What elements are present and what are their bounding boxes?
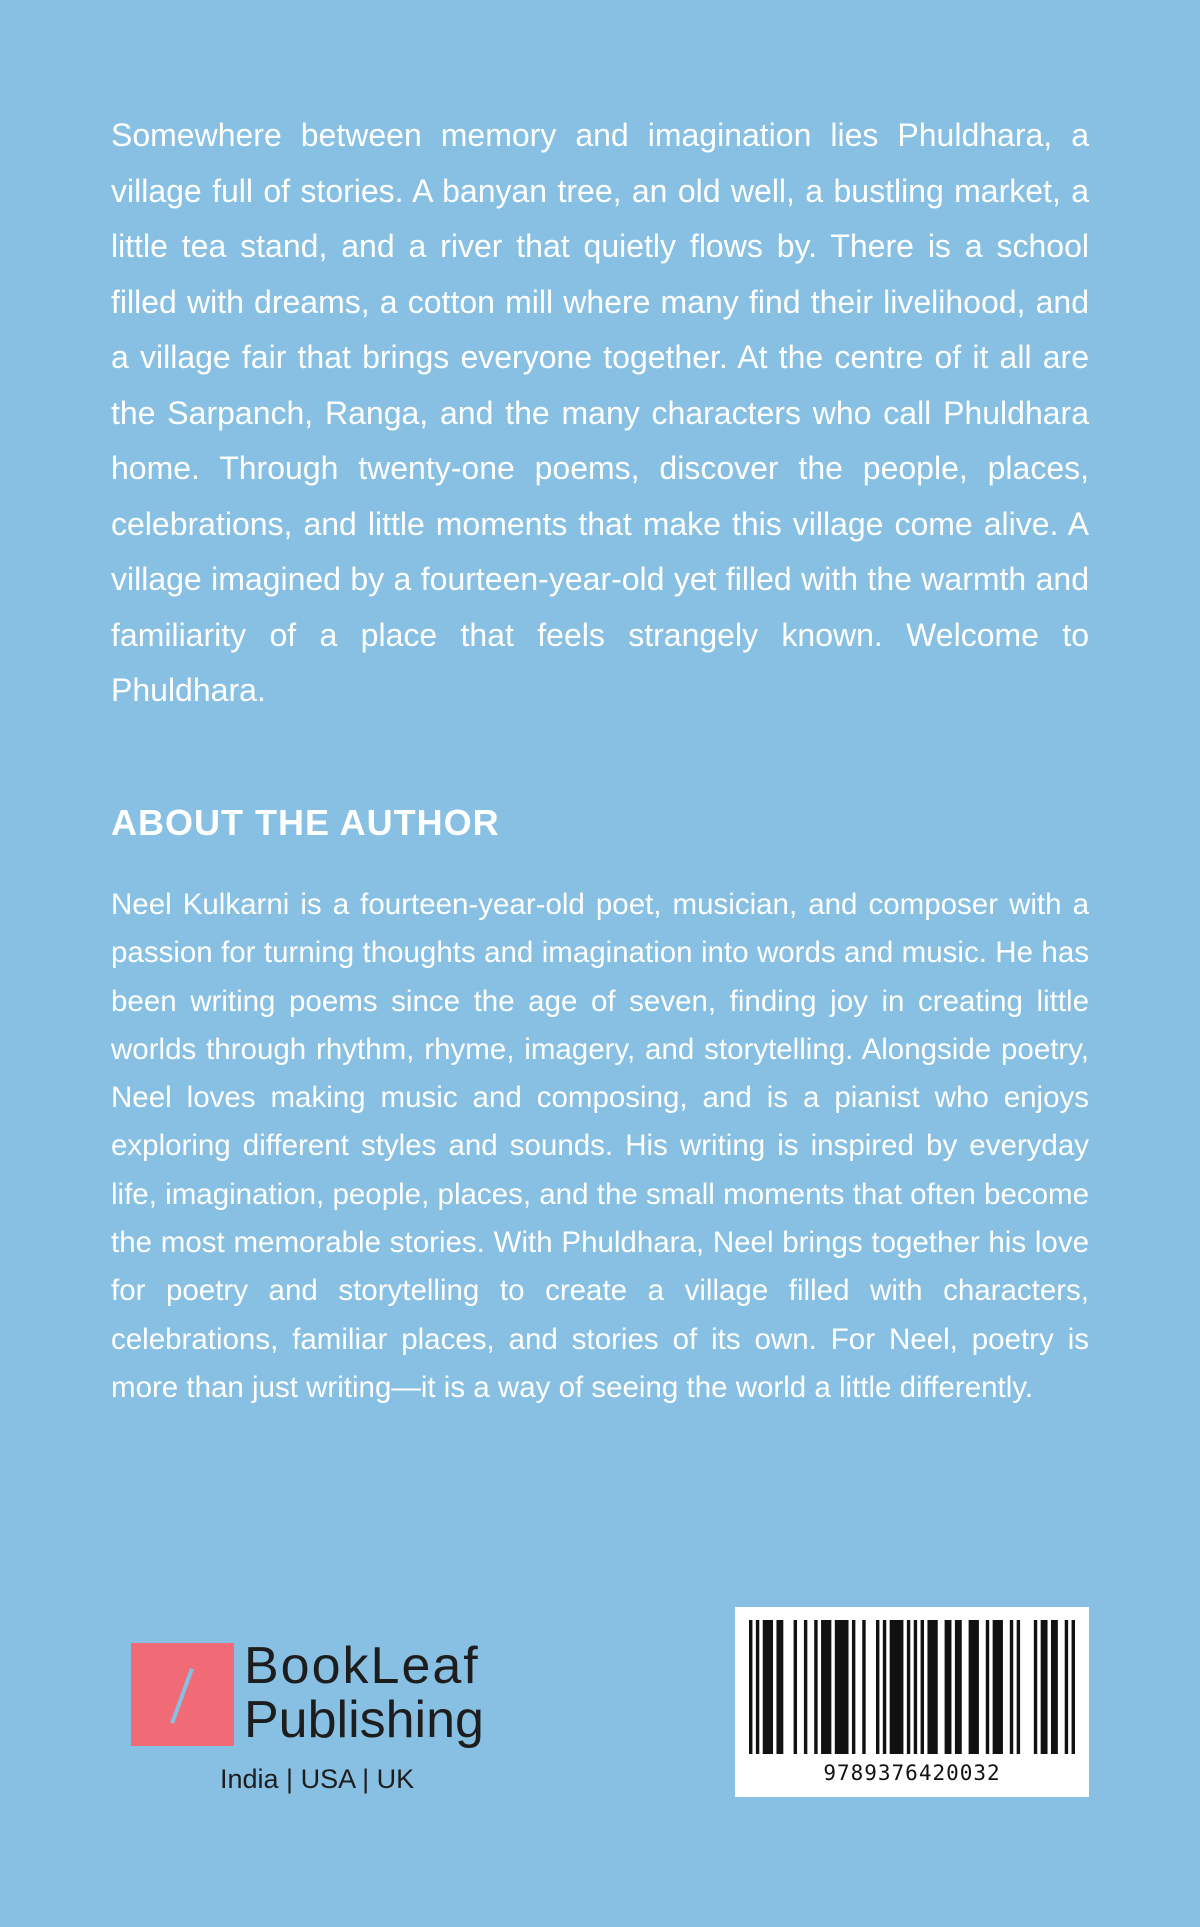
- barcode-bar: [862, 1620, 865, 1754]
- barcode-bar: [945, 1620, 952, 1754]
- slash-mark: [170, 1668, 194, 1724]
- barcode-bar: [907, 1620, 910, 1754]
- barcode-bar: [1041, 1620, 1048, 1754]
- barcode-bar: [814, 1620, 817, 1754]
- barcode-bar: [763, 1620, 773, 1754]
- barcode-bar: [749, 1620, 752, 1754]
- barcode-bar: [993, 1620, 1003, 1754]
- publisher-name-line2: Publishing: [244, 1691, 484, 1749]
- barcode-bar: [955, 1620, 962, 1754]
- publisher-regions: India | USA | UK: [220, 1764, 415, 1794]
- barcode-bar: [1065, 1620, 1068, 1754]
- barcode-bar: [1034, 1620, 1037, 1754]
- barcode-bar: [804, 1620, 807, 1754]
- book-blurb: Somewhere between memory and imagination lies Phuldhara, a village full of stories. A banyan tree, an old well, a bustling market, a little tea stand, and a river that quietly flows by. There is a school filled with dreams, a cotton mill where many find their livelihood, and a village fair that brings everyone together. At the centre of it all are the Sarpanch, Ranga, and the many characters who call Phuldhara home. Through twenty-one poems, discover the people, places, celebrations, and little moments that make this village come alive. A village imagined by a fourteen-year-old yet filled with the warmth and familiarity of a place that feels strangely known. Welcome to Phuldhara.: [111, 117, 1089, 708]
- publisher-name-line1: BookLeaf: [244, 1637, 480, 1695]
- barcode-bar: [1051, 1620, 1058, 1754]
- barcode-bar: [921, 1620, 924, 1754]
- barcode-bar: [969, 1620, 979, 1754]
- barcode-bar: [852, 1620, 855, 1754]
- about-author-heading: ABOUT THE AUTHOR: [111, 802, 500, 843]
- barcode-bar: [821, 1620, 831, 1754]
- barcode-bar: [883, 1620, 886, 1754]
- barcode-bar: [756, 1620, 759, 1754]
- barcode-bar: [794, 1620, 797, 1754]
- barcode-bar: [914, 1620, 917, 1754]
- publisher-logo: [131, 1637, 531, 1800]
- barcode-bar: [890, 1620, 904, 1754]
- barcode-bar: [986, 1620, 989, 1754]
- leaf-mark-icon: [131, 1643, 234, 1746]
- barcode-bar: [876, 1620, 879, 1754]
- isbn-barcode: [735, 1607, 1089, 1797]
- barcode-bar: [927, 1620, 937, 1754]
- barcode-bar: [776, 1620, 783, 1754]
- barcode-bar: [1017, 1620, 1020, 1754]
- barcode-bar: [1072, 1620, 1075, 1754]
- barcode-bar: [1010, 1620, 1013, 1754]
- barcode-bars: [749, 1620, 1075, 1760]
- barcode-bar: [835, 1620, 849, 1754]
- isbn-number: 9789376420032: [823, 1761, 1001, 1785]
- about-author-text: Neel Kulkarni is a fourteen-year-old poet, musician, and composer with a passion for turning thoughts and imagination into words and music. He has been writing poems since the age of seven, finding joy in creating little worlds through rhythm, rhyme, imagery, and storytelling. Alongside poetry, Neel loves making music and composing, and is a pianist who enjoys exploring different styles and sounds. His writing is inspired by everyday life, imagination, people, places, and the small moments that often become the most memorable stories. With Phuldhara, Neel brings together his love for poetry and storytelling to create a village filled with characters, celebrations, familiar places, and stories of its own. For Neel, poetry is more than just writing—it is a way of seeing the world a little differently.: [111, 888, 1089, 1404]
